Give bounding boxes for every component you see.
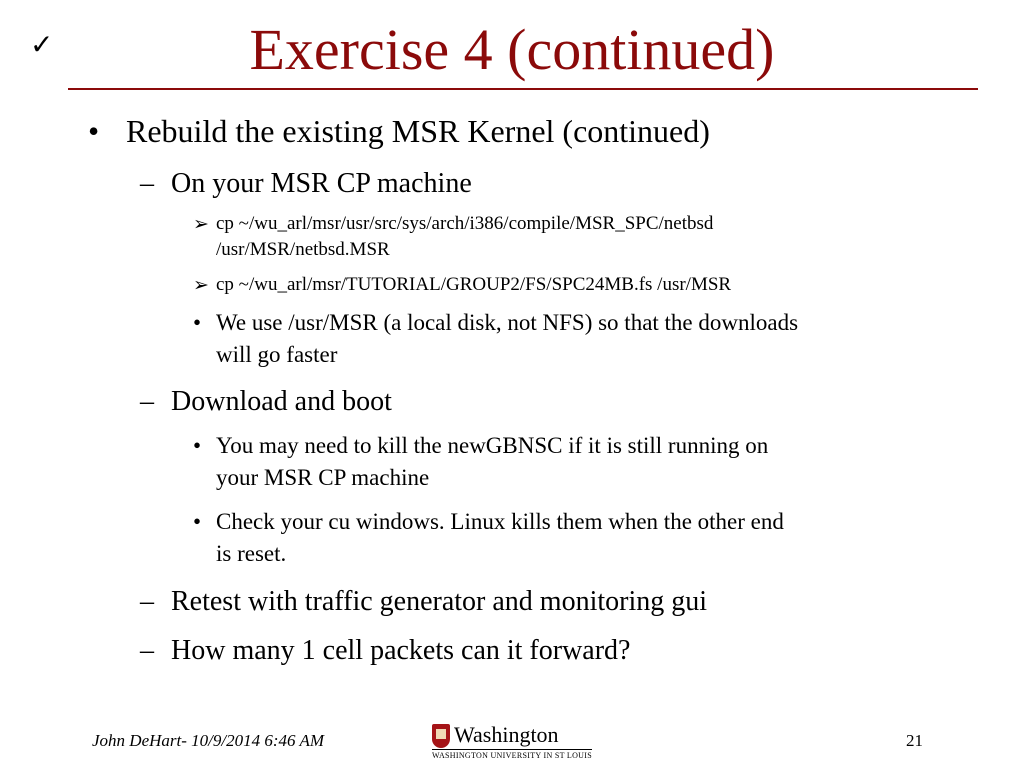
- dash-marker: –: [140, 168, 154, 199]
- command-line: cp ~/wu_arl/msr/usr/src/sys/arch/i386/compile/MSR_SPC/netbsd: [216, 213, 714, 234]
- bullet-marker: •: [193, 310, 202, 335]
- bullet-marker: •: [88, 113, 100, 149]
- shield-icon: [432, 724, 450, 748]
- dash-marker: –: [140, 386, 154, 417]
- logo-subtitle: WASHINGTON UNIVERSITY IN ST LOUIS: [432, 751, 592, 760]
- command-line-cont: /usr/MSR/netbsd.MSR: [216, 239, 390, 260]
- logo-wordmark: Washington: [454, 722, 559, 747]
- dash-marker: –: [140, 586, 154, 617]
- command-line: cp ~/wu_arl/msr/TUTORIAL/GROUP2/FS/SPC24MB.fs /usr/MSR: [216, 274, 732, 295]
- bullet-marker: •: [193, 509, 202, 534]
- checkmark-icon: ✓: [30, 28, 54, 61]
- subbullet-text: On your MSR CP machine: [171, 168, 472, 199]
- logo-rule: [432, 749, 592, 750]
- arrow-bullet-icon: ➢: [193, 214, 209, 235]
- note-line-cont: will go faster: [216, 342, 338, 367]
- note-line: Check your cu windows. Linux kills them when the other end: [216, 509, 784, 534]
- page-number: 21: [906, 731, 923, 750]
- note-line-cont: is reset.: [216, 541, 287, 566]
- footer-author-date: John DeHart- 10/9/2014 6:46 AM: [92, 731, 324, 750]
- note-line: We use /usr/MSR (a local disk, not NFS) so that the downloads: [216, 310, 799, 335]
- university-logo: [432, 722, 592, 762]
- arrow-bullet-icon: ➢: [193, 275, 209, 296]
- subbullet-text: How many 1 cell packets can it forward?: [171, 635, 631, 666]
- subbullet-text: Download and boot: [171, 386, 392, 417]
- note-line-cont: your MSR CP machine: [216, 465, 430, 490]
- slide-title: Exercise 4 (continued): [249, 17, 775, 82]
- dash-marker: –: [140, 635, 154, 666]
- subbullet-text: Retest with traffic generator and monitoring gui: [171, 586, 708, 617]
- note-line: You may need to kill the newGBNSC if it is still running on: [216, 433, 769, 458]
- bullet-text: Rebuild the existing MSR Kernel (continued): [126, 113, 710, 149]
- bullet-marker: •: [193, 433, 202, 458]
